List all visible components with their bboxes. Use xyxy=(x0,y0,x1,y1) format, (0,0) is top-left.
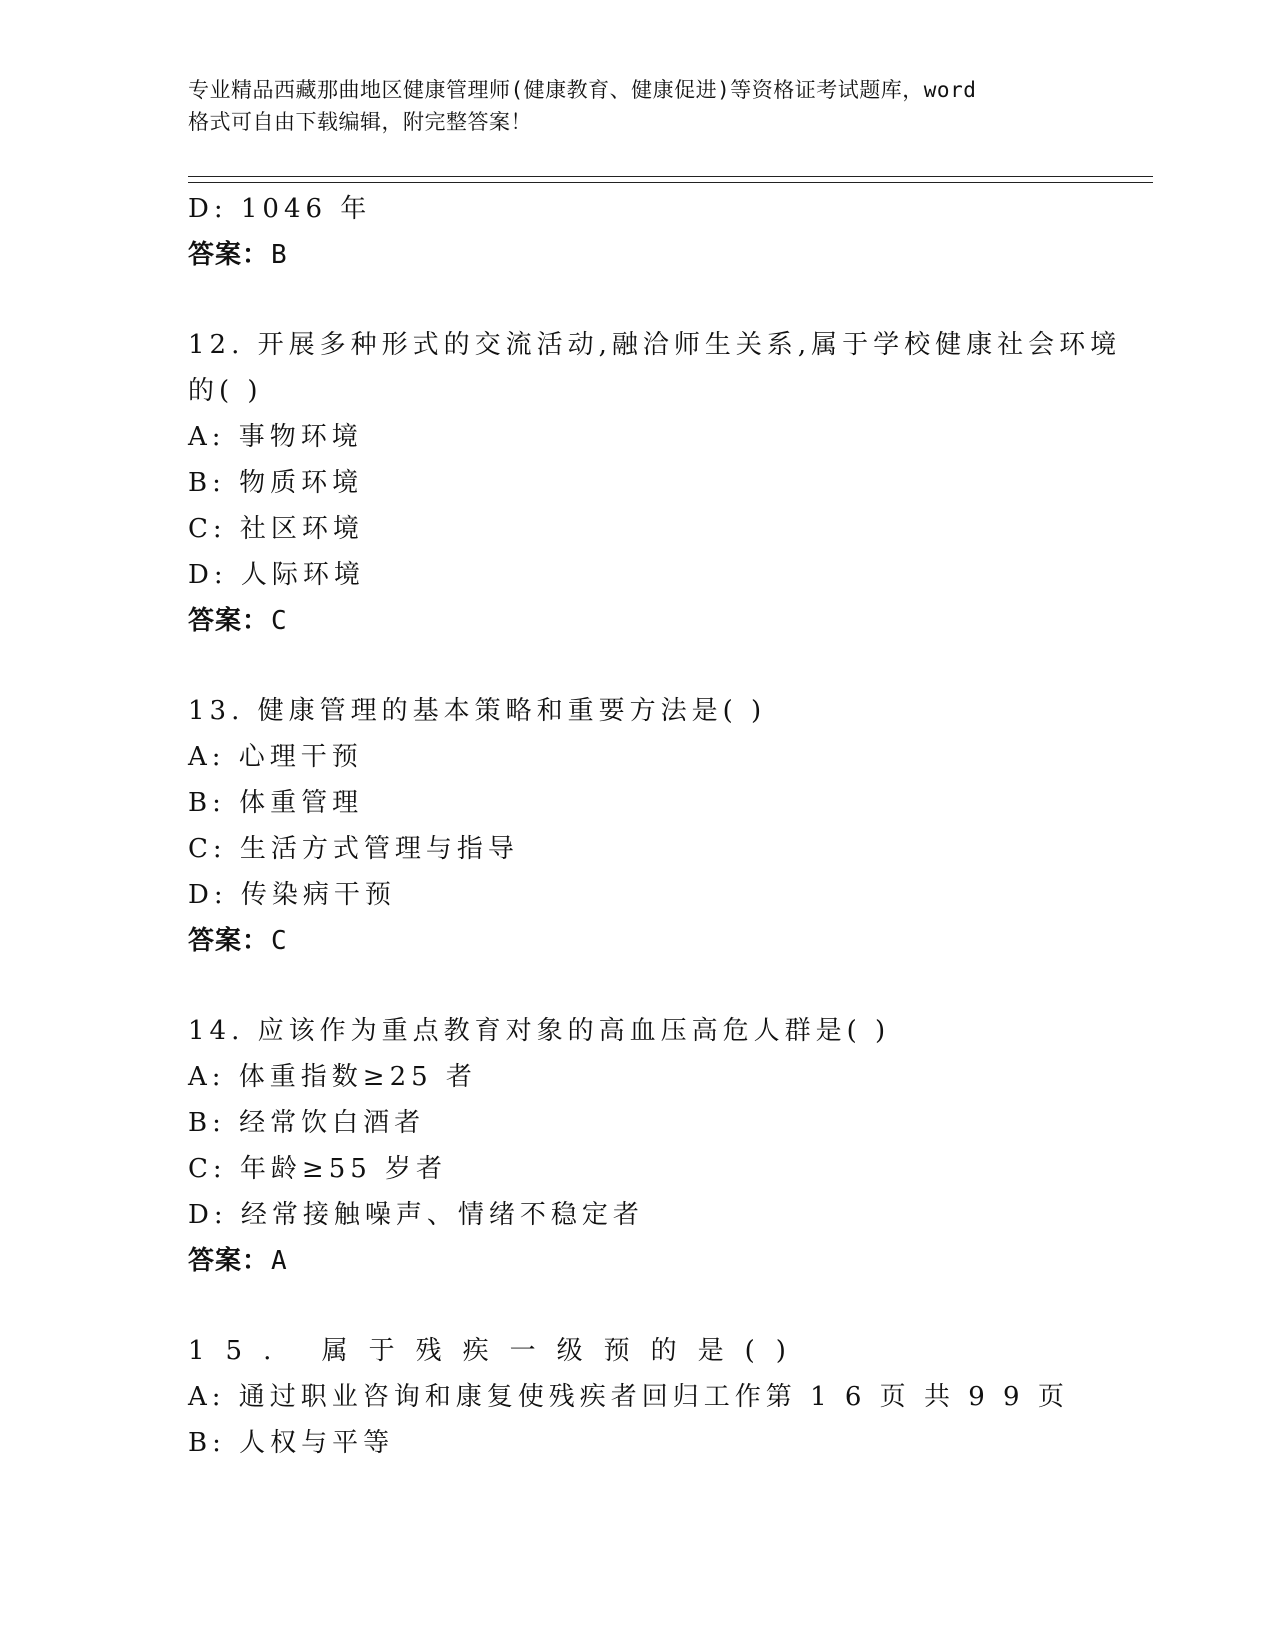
page-header xyxy=(188,74,1088,138)
question-stem: 15. 属于残疾一级预的是() xyxy=(188,1336,807,1366)
answer-label: 答案： xyxy=(188,240,270,270)
answer-line xyxy=(188,918,1148,964)
question-stem-continued: 的( ) xyxy=(188,376,263,406)
question-12 xyxy=(188,322,1148,644)
answer-line xyxy=(188,232,1148,278)
option-d: D: 传染病干预 xyxy=(188,880,396,910)
spacer xyxy=(188,278,1148,322)
option-b: B: 人权与平等 xyxy=(188,1428,395,1458)
question-14 xyxy=(188,1008,1148,1284)
header-divider-bottom xyxy=(188,182,1153,183)
option-c: C: 年龄≥55 岁者 xyxy=(188,1154,448,1184)
answer-line xyxy=(188,1238,1148,1284)
answer-value: A xyxy=(271,1246,288,1276)
question-stem: 12. 开展多种形式的交流活动,融洽师生关系,属于学校健康社会环境 xyxy=(188,330,1122,360)
option-a: A: 通过职业咨询和康复使残疾者回归工作第 1 6 页 共 9 9 页 xyxy=(188,1382,1069,1412)
option-a: A: 体重指数≥25 者 xyxy=(188,1062,477,1092)
option-d: D: 1046 年 xyxy=(188,194,372,224)
answer-line xyxy=(188,598,1148,644)
option-c: C: 生活方式管理与指导 xyxy=(188,834,519,864)
option-d: D: 人际环境 xyxy=(188,560,365,590)
answer-label: 答案： xyxy=(188,606,270,636)
question-stem: 13. 健康管理的基本策略和重要方法是( ) xyxy=(188,696,767,726)
spacer xyxy=(188,644,1148,688)
option-a: A: 事物环境 xyxy=(188,422,363,452)
answer-value: C xyxy=(271,926,288,956)
option-d: D: 经常接触噪声、情绪不稳定者 xyxy=(188,1200,644,1230)
spacer xyxy=(188,1284,1148,1328)
answer-label: 答案： xyxy=(188,926,270,956)
option-c: C: 社区环境 xyxy=(188,514,364,544)
answer-value: C xyxy=(271,606,288,636)
header-divider-top xyxy=(188,176,1153,177)
answer-value: B xyxy=(271,240,288,270)
header-line-2: 格式可自由下载编辑，附完整答案！ xyxy=(188,110,532,134)
question-13 xyxy=(188,688,1148,964)
question-stem: 14. 应该作为重点教育对象的高血压高危人群是( ) xyxy=(188,1016,891,1046)
question-15 xyxy=(188,1328,1148,1466)
option-a: A: 心理干预 xyxy=(188,742,363,772)
option-b: B: 体重管理 xyxy=(188,788,364,818)
spacer xyxy=(188,964,1148,1008)
answer-label: 答案： xyxy=(188,1246,270,1276)
question-list xyxy=(188,186,1148,1466)
option-b: B: 物质环境 xyxy=(188,468,364,498)
header-line-1: 专业精品西藏那曲地区健康管理师(健康教育、健康促进)等资格证考试题库，word xyxy=(188,78,977,102)
option-b: B: 经常饮白酒者 xyxy=(188,1108,426,1138)
